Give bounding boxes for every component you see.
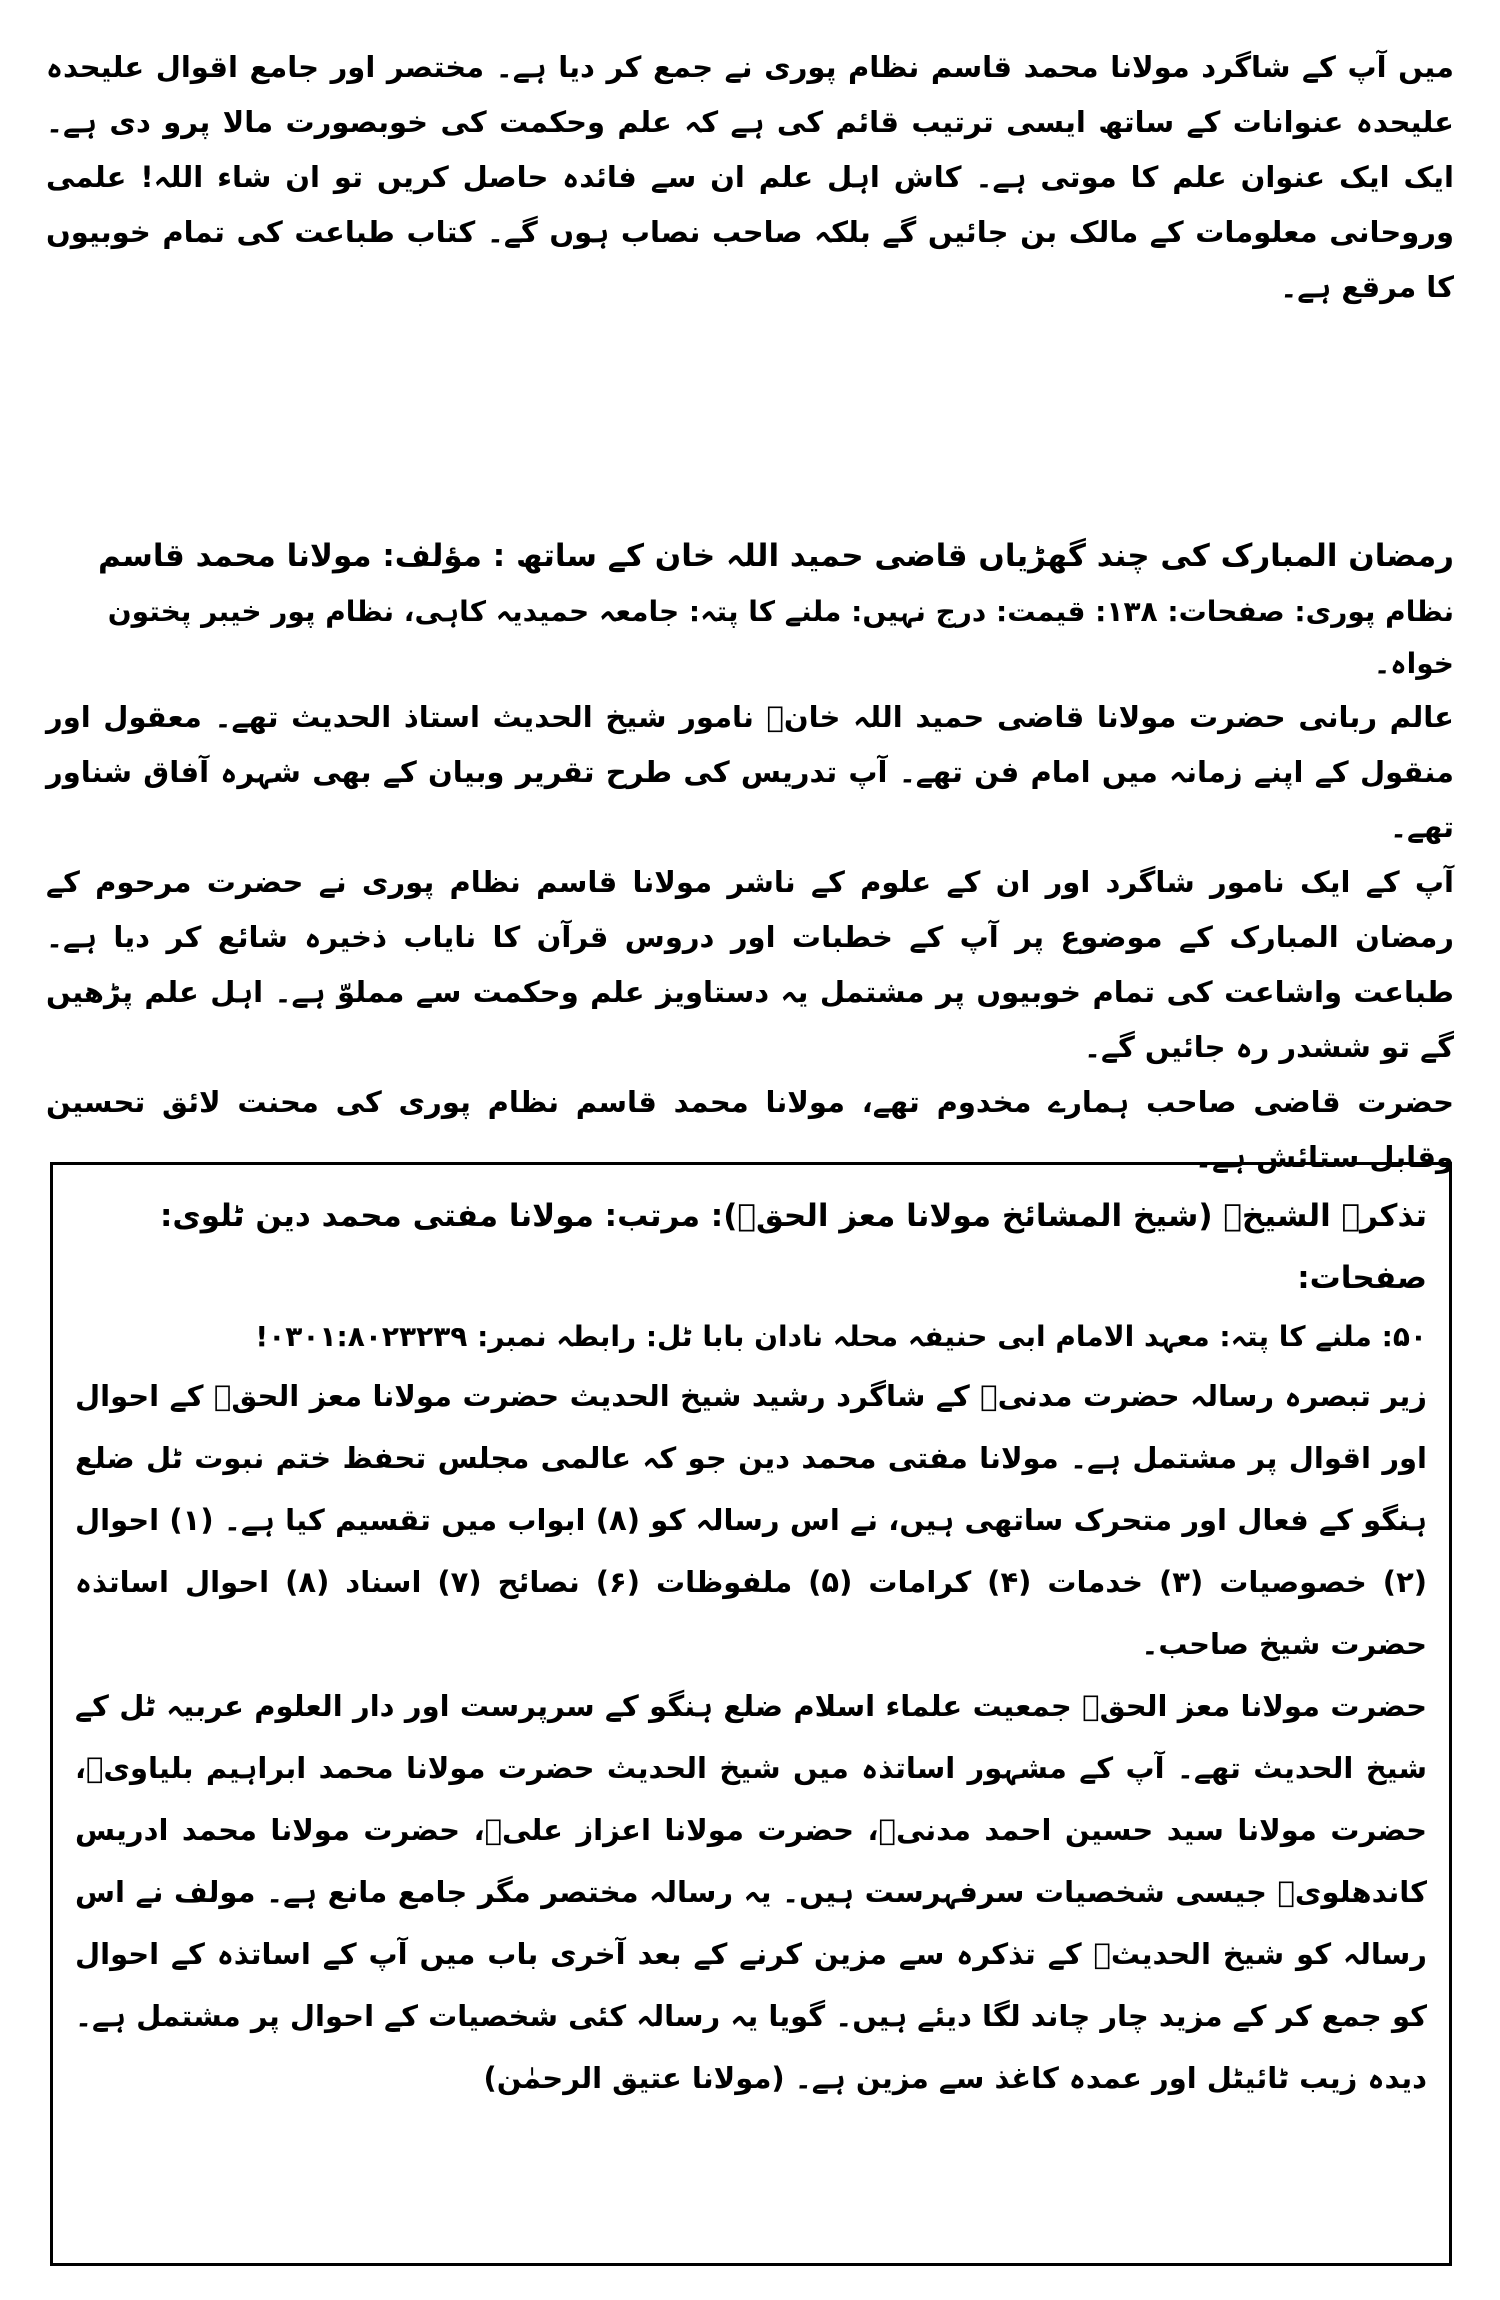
review-paragraph: زیر تبصرہ رسالہ حضرت مدنیؒ کے شاگرد رشید شیخ الحدیث حضرت مولانا معز الحقؒ کے احوال اور اقوال پر مشتمل ہے۔ مولانا مفتی محمد دین جو کہ عالمی مجلس تحفظ ختم نبوت ٹل ضلع ہنگو کے فعال اور متحرک ساتھی ہیں، نے اس رسالہ کو (۸) ابواب میں تقسیم کیا ہے۔ (۱) احوال (۲) خصوصیات (۳) خدمات (۴) کرامات (۵) ملفوظات (۶) نصائح (۷) اسناد (۸) احوال اساتذہ حضرت شیخ صاحب۔ <box>75 1379 1428 1661</box>
review-box-tazkira <box>50 1162 1452 2266</box>
review-paragraph: آپ کے ایک نامور شاگرد اور ان کے علوم کے ناشر مولانا قاسم نظام پوری نے حضرت مرحوم کے رمضان المبارک کے موضوع پر آپ کے خطبات اور دروس قرآن کا نایاب ذخیرہ شائع کر دیا ہے۔ طباعت واشاعت کی تمام خوبیوں پر مشتمل یہ دستاویز علم وحکمت سے مملوّ ہے۔ اہل علم پڑھیں گے تو ششدر رہ جائیں گے۔ <box>46 865 1454 1064</box>
book-meta-line: نظام پوری: صفحات: ۱۳۸: قیمت: درج نہیں: ملنے کا پتہ: جامعہ حمیدیہ کاہی، نظام پور خیبر پختون خواہ۔ <box>107 595 1454 680</box>
book-title-line: رمضان المبارک کی چند گھڑیاں قاضی حمید اللہ خان کے ساتھ : مؤلف: مولانا محمد قاسم <box>98 538 1454 574</box>
review-paragraph: حضرت مولانا معز الحقؒ جمعیت علماء اسلام ضلع ہنگو کے سرپرست اور دار العلوم عربیہ ٹل کے شیخ الحدیث تھے۔ آپ کے مشہور اساتذہ میں شیخ الحدیث حضرت مولانا محمد ابراہیم بلیاویؒ، حضرت مولانا سید حسین احمد مدنیؒ، حضرت مولانا اعزاز علیؒ، حضرت مولانا محمد ادریس کاندھلویؒ جیسی شخصیات سرفہرست ہیں۔ یہ رسالہ مختصر مگر جامع مانع ہے۔ مولف نے اس رسالہ کو شیخ الحدیثؒ کے تذکرہ سے مزین کرنے کے بعد آخری باب میں آپ کے اساتذہ کے احوال کو جمع کر کے مزید چار چاند لگا دیئے ہیں۔ گویا یہ رسالہ کئی شخصیات کے احوال پر مشتمل ہے۔ دیدہ زیب ٹائیٹل اور عمدہ کاغذ سے مزین ہے۔ (مولانا عتیق الرحمٰن) <box>75 1689 1427 2095</box>
review-paragraph: حضرت قاضی صاحب ہمارے مخدوم تھے، مولانا محمد قاسم نظام پوری کی محنت لائق تحسین وقابل ستائش ہے۔ <box>46 1085 1454 1174</box>
review-ramadan-book <box>46 526 1454 1174</box>
review-continuation-paragraph: میں آپ کے شاگرد مولانا محمد قاسم نظام پوری نے جمع کر دیا ہے۔ مختصر اور جامع اقوال علیحدہ علیحدہ عنوانات کے ساتھ ایسی ترتیب قائم کی ہے کہ علم وحکمت کی خوبصورت مالا پرو دی ہے۔ ایک ایک عنوان علم کا موتی ہے۔ کاش اہل علم ان سے فائدہ حاصل کریں تو ان شاء اللہ! علمی وروحانی معلومات کے مالک بن جائیں گے بلکہ صاحب نصاب ہوں گے۔ کتاب طباعت کی تمام خوبیوں کا مرقع ہے۔ <box>46 50 1454 304</box>
book-title-line: تذکرۃ الشیخؒ (شیخ المشائخ مولانا معز الحقؒ): مرتب: مولانا مفتی محمد دین ٹلوی: صفحات: <box>160 1198 1427 1296</box>
review-continuation <box>46 40 1454 510</box>
book-meta-line: ۵۰: ملنے کا پتہ: معہد الامام ابی حنیفہ محلہ نادان بابا ٹل: رابطہ نمبر: ۰۳۰۱:۸۰۲۳۲۳۹! <box>255 1320 1427 1353</box>
review-paragraph: عالم ربانی حضرت مولانا قاضی حمید اللہ خانؒ نامور شیخ الحدیث استاذ الحدیث تھے۔ معقول اور منقول کے اپنے زمانہ میں امام فن تھے۔ آپ تدریس کی طرح تقریر وبیان کے بھی شہرہ آفاق شناور تھے۔ <box>46 700 1454 844</box>
